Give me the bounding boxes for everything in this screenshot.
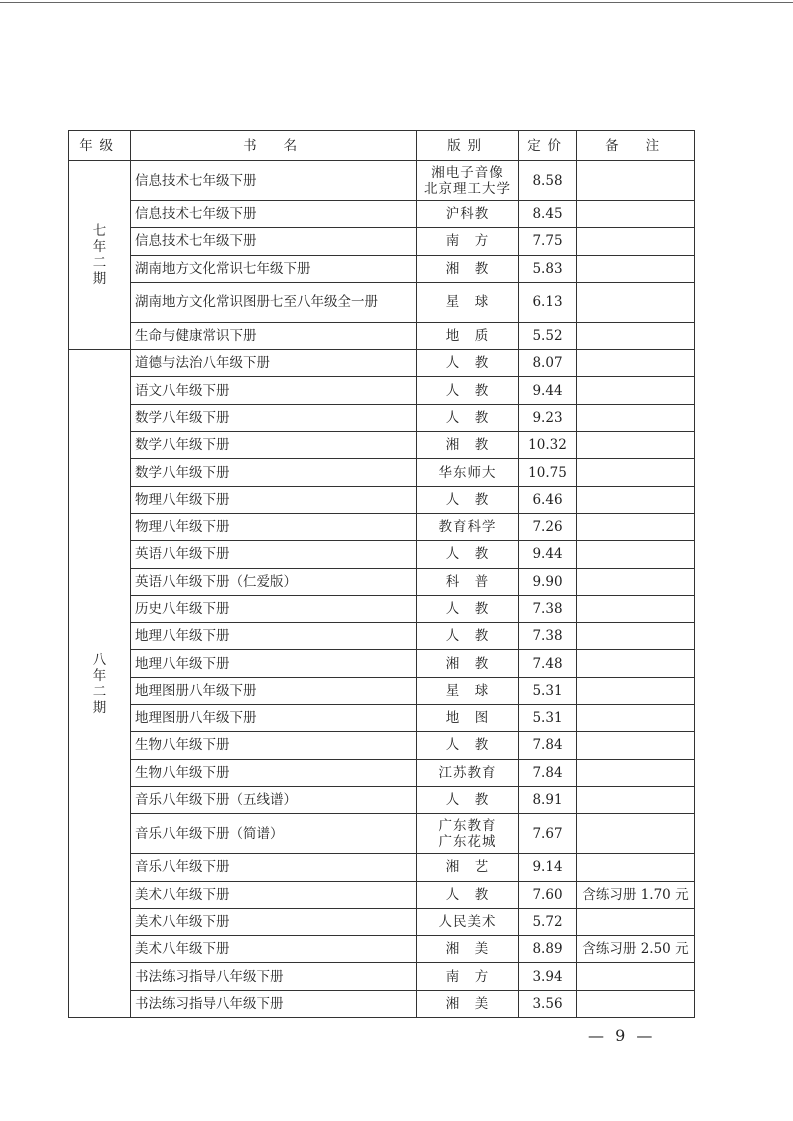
- remark-cell: [577, 732, 695, 759]
- table-row: [69, 568, 695, 595]
- table-row: [69, 377, 695, 404]
- remark-cell: [577, 568, 695, 595]
- table-row: [69, 990, 695, 1017]
- book-name-cell: 书法练习指导八年级下册: [131, 963, 417, 990]
- publisher-cell: 人 教: [417, 541, 519, 568]
- price-cell: 5.52: [519, 322, 577, 349]
- remark-cell: [577, 513, 695, 540]
- publisher-cell: 科 普: [417, 568, 519, 595]
- price-cell: 9.44: [519, 541, 577, 568]
- remark-cell: 含练习册 2.50 元: [577, 936, 695, 963]
- page-number: — 9 —: [588, 1026, 656, 1045]
- table-row: [69, 908, 695, 935]
- publisher-cell: 华东师大: [417, 459, 519, 486]
- publisher-cell: 湘 教: [417, 432, 519, 459]
- publisher-cell: 人 教: [417, 350, 519, 377]
- book-name-cell: 书法练习指导八年级下册: [131, 990, 417, 1017]
- publisher-cell: 湘 美: [417, 990, 519, 1017]
- remark-cell: [577, 432, 695, 459]
- remark-cell: [577, 228, 695, 255]
- table-row: [69, 677, 695, 704]
- remark-cell: [577, 623, 695, 650]
- price-cell: 9.14: [519, 854, 577, 881]
- publisher-cell: 湘 艺: [417, 854, 519, 881]
- remark-cell: [577, 759, 695, 786]
- table-row: [69, 255, 695, 282]
- remark-cell: [577, 541, 695, 568]
- price-cell: 7.38: [519, 623, 577, 650]
- book-name-cell: 信息技术七年级下册: [131, 228, 417, 255]
- price-cell: 9.90: [519, 568, 577, 595]
- remark-cell: [577, 350, 695, 377]
- price-cell: 8.07: [519, 350, 577, 377]
- table-row: [69, 963, 695, 990]
- price-cell: 10.32: [519, 432, 577, 459]
- table-row: [69, 732, 695, 759]
- price-cell: 5.72: [519, 908, 577, 935]
- remark-cell: [577, 990, 695, 1017]
- price-cell: 8.45: [519, 201, 577, 228]
- publisher-cell: 人民美术: [417, 908, 519, 935]
- table-row: [69, 350, 695, 377]
- price-cell: 3.94: [519, 963, 577, 990]
- table-row: [69, 881, 695, 908]
- price-cell: 8.91: [519, 786, 577, 813]
- table-row: [69, 759, 695, 786]
- book-name-cell: 生物八年级下册: [131, 759, 417, 786]
- remark-cell: [577, 814, 695, 854]
- book-name-cell: 信息技术七年级下册: [131, 201, 417, 228]
- book-name-cell: 地理图册八年级下册: [131, 705, 417, 732]
- publisher-cell: 南 方: [417, 228, 519, 255]
- remark-cell: [577, 677, 695, 704]
- book-name-cell: 英语八年级下册: [131, 541, 417, 568]
- book-name-cell: 音乐八年级下册（五线谱）: [131, 786, 417, 813]
- header-remark: 备 注: [577, 131, 695, 161]
- price-cell: 10.75: [519, 459, 577, 486]
- publisher-cell: 广东教育 广东花城: [417, 814, 519, 854]
- remark-cell: [577, 255, 695, 282]
- header-price: 定价: [519, 131, 577, 161]
- publisher-cell: 星 球: [417, 677, 519, 704]
- table-row: [69, 705, 695, 732]
- publisher-cell: 人 教: [417, 595, 519, 622]
- textbook-price-table: [68, 130, 695, 1018]
- price-cell: 3.56: [519, 990, 577, 1017]
- remark-cell: [577, 282, 695, 322]
- publisher-cell: 地 图: [417, 705, 519, 732]
- price-cell: 6.46: [519, 486, 577, 513]
- price-cell: 5.83: [519, 255, 577, 282]
- price-cell: 6.13: [519, 282, 577, 322]
- price-cell: 5.31: [519, 677, 577, 704]
- table-row: [69, 541, 695, 568]
- book-name-cell: 数学八年级下册: [131, 459, 417, 486]
- book-name-cell: 音乐八年级下册（简谱）: [131, 814, 417, 854]
- publisher-cell: 湘 教: [417, 255, 519, 282]
- price-cell: 7.48: [519, 650, 577, 677]
- book-name-cell: 湖南地方文化常识图册七至八年级全一册: [131, 282, 417, 322]
- remark-cell: [577, 908, 695, 935]
- header-publisher: 版别: [417, 131, 519, 161]
- header-book-name: 书 名: [131, 131, 417, 161]
- remark-cell: [577, 963, 695, 990]
- price-cell: 9.23: [519, 404, 577, 431]
- publisher-cell: 沪科教: [417, 201, 519, 228]
- table-row: [69, 936, 695, 963]
- remark-cell: [577, 404, 695, 431]
- remark-cell: [577, 377, 695, 404]
- table-row: [69, 786, 695, 813]
- table-body: [69, 161, 695, 1018]
- table-row: [69, 814, 695, 854]
- price-cell: 5.31: [519, 705, 577, 732]
- book-name-cell: 美术八年级下册: [131, 908, 417, 935]
- table-row: [69, 404, 695, 431]
- table-row: [69, 322, 695, 349]
- table-row: [69, 432, 695, 459]
- price-cell: 9.44: [519, 377, 577, 404]
- table-row: [69, 854, 695, 881]
- price-cell: 7.26: [519, 513, 577, 540]
- remark-cell: [577, 650, 695, 677]
- remark-cell: [577, 486, 695, 513]
- table-header-row: [69, 131, 695, 161]
- book-name-cell: 物理八年级下册: [131, 513, 417, 540]
- price-cell: 7.60: [519, 881, 577, 908]
- price-cell: 7.84: [519, 732, 577, 759]
- book-name-cell: 美术八年级下册: [131, 881, 417, 908]
- remark-cell: [577, 854, 695, 881]
- publisher-cell: 湘 美: [417, 936, 519, 963]
- remark-cell: [577, 201, 695, 228]
- table-row: [69, 513, 695, 540]
- table-row: [69, 623, 695, 650]
- publisher-cell: 江苏教育: [417, 759, 519, 786]
- publisher-cell: 南 方: [417, 963, 519, 990]
- book-name-cell: 语文八年级下册: [131, 377, 417, 404]
- price-cell: 7.67: [519, 814, 577, 854]
- publisher-cell: 人 教: [417, 786, 519, 813]
- publisher-cell: 人 教: [417, 881, 519, 908]
- book-name-cell: 美术八年级下册: [131, 936, 417, 963]
- price-cell: 8.58: [519, 161, 577, 201]
- table-row: [69, 459, 695, 486]
- publisher-cell: 人 教: [417, 486, 519, 513]
- price-cell: 7.84: [519, 759, 577, 786]
- book-name-cell: 生物八年级下册: [131, 732, 417, 759]
- book-name-cell: 数学八年级下册: [131, 432, 417, 459]
- price-cell: 8.89: [519, 936, 577, 963]
- publisher-cell: 湘 教: [417, 650, 519, 677]
- book-name-cell: 道德与法治八年级下册: [131, 350, 417, 377]
- price-cell: 7.75: [519, 228, 577, 255]
- publisher-cell: 教育科学: [417, 513, 519, 540]
- header-grade: 年级: [69, 131, 131, 161]
- publisher-cell: 人 教: [417, 404, 519, 431]
- book-name-cell: 湖南地方文化常识七年级下册: [131, 255, 417, 282]
- table-row: [69, 486, 695, 513]
- remark-cell: [577, 786, 695, 813]
- publisher-cell: 人 教: [417, 623, 519, 650]
- grade-cell: 八 年 二 期: [69, 350, 131, 1018]
- publisher-cell: 星 球: [417, 282, 519, 322]
- table-row: [69, 282, 695, 322]
- remark-cell: [577, 595, 695, 622]
- table-row: [69, 650, 695, 677]
- remark-cell: [577, 161, 695, 201]
- remark-cell: [577, 459, 695, 486]
- grade-cell: 七 年 二 期: [69, 161, 131, 350]
- book-name-cell: 信息技术七年级下册: [131, 161, 417, 201]
- price-cell: 7.38: [519, 595, 577, 622]
- publisher-cell: 人 教: [417, 732, 519, 759]
- remark-cell: 含练习册 1.70 元: [577, 881, 695, 908]
- book-name-cell: 历史八年级下册: [131, 595, 417, 622]
- publisher-cell: 地 质: [417, 322, 519, 349]
- remark-cell: [577, 322, 695, 349]
- book-name-cell: 数学八年级下册: [131, 404, 417, 431]
- table-row: [69, 228, 695, 255]
- top-border-line: [0, 2, 793, 3]
- book-name-cell: 音乐八年级下册: [131, 854, 417, 881]
- publisher-cell: 人 教: [417, 377, 519, 404]
- book-name-cell: 英语八年级下册（仁爱版）: [131, 568, 417, 595]
- publisher-cell: 湘电子音像 北京理工大学: [417, 161, 519, 201]
- table-row: [69, 595, 695, 622]
- book-name-cell: 地理八年级下册: [131, 623, 417, 650]
- book-name-cell: 物理八年级下册: [131, 486, 417, 513]
- table-row: [69, 161, 695, 201]
- remark-cell: [577, 705, 695, 732]
- book-name-cell: 地理八年级下册: [131, 650, 417, 677]
- book-name-cell: 地理图册八年级下册: [131, 677, 417, 704]
- table-row: [69, 201, 695, 228]
- book-name-cell: 生命与健康常识下册: [131, 322, 417, 349]
